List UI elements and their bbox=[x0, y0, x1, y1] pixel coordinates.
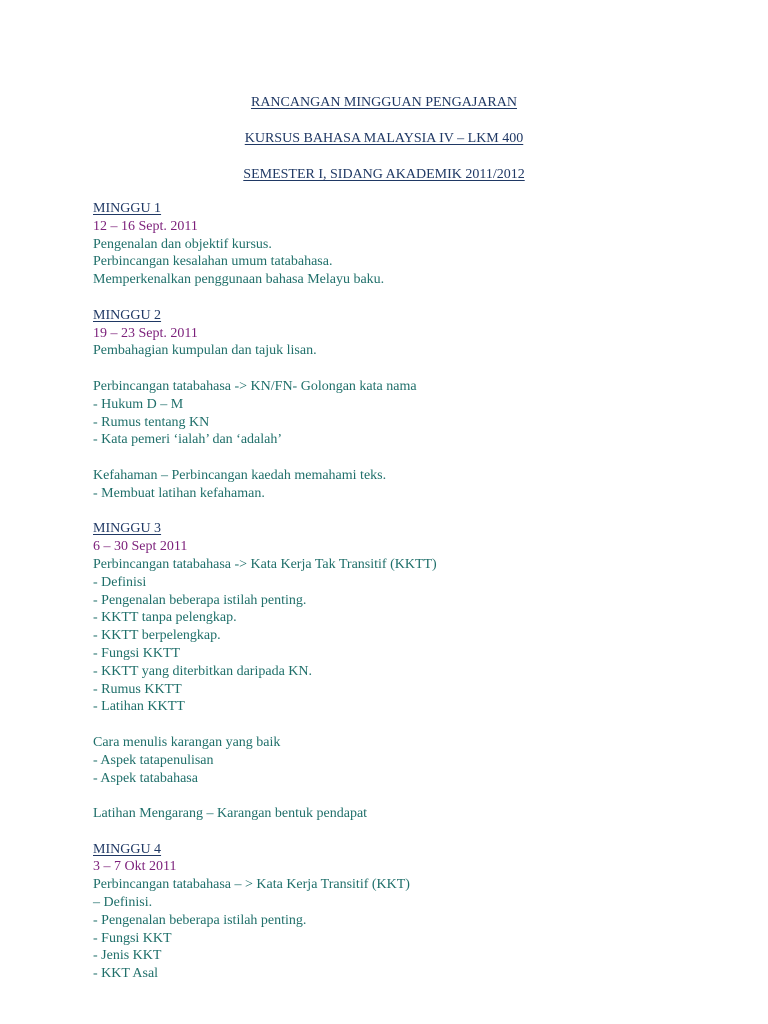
content-line: - Membuat latihan kefahaman. bbox=[93, 485, 265, 501]
week-block bbox=[93, 200, 733, 289]
content-line: - Aspek tatabahasa bbox=[93, 770, 198, 786]
content-line: Kefahaman – Perbincangan kaedah memahami teks. bbox=[93, 467, 387, 483]
content-line: Memperkenalkan penggunaan bahasa Melayu baku. bbox=[93, 272, 385, 288]
week-section bbox=[93, 378, 733, 449]
week-block bbox=[93, 520, 733, 823]
week-block bbox=[93, 307, 733, 503]
content-line: Perbincangan tatabahasa -> Kata Kerja Tak Transitif (KKTT) bbox=[93, 556, 437, 572]
content-line: Cara menulis karangan yang baik bbox=[93, 734, 281, 750]
week-section bbox=[93, 467, 733, 503]
content-line: - Jenis KKT bbox=[93, 948, 162, 964]
content-line: Perbincangan tatabahasa – > Kata Kerja Transitif (KKT) bbox=[93, 877, 410, 893]
content-line: - KKTT berpelengkap. bbox=[93, 628, 221, 644]
content-line: - KKT Asal bbox=[93, 966, 159, 982]
week-date: 19 – 23 Sept. 2011 bbox=[93, 325, 198, 341]
content-line: Perbincangan tatabahasa -> KN/FN- Golongan kata nama bbox=[93, 378, 417, 394]
week-section bbox=[93, 342, 733, 360]
document-header bbox=[0, 94, 768, 202]
content-line: Pembahagian kumpulan dan tajuk lisan. bbox=[93, 343, 317, 359]
content-line: – Definisi. bbox=[93, 895, 153, 911]
content-line: - KKTT yang diterbitkan daripada KN. bbox=[93, 663, 313, 679]
week-section bbox=[93, 734, 733, 787]
content-line: - Fungsi KKTT bbox=[93, 645, 181, 661]
content-line: - Rumus KKTT bbox=[93, 681, 182, 697]
week-section bbox=[93, 876, 733, 983]
content-line: - Hukum D – M bbox=[93, 396, 184, 412]
content-line: - Fungsi KKT bbox=[93, 930, 172, 946]
content-line: - KKTT tanpa pelengkap. bbox=[93, 610, 237, 626]
content-line: - Aspek tatapenulisan bbox=[93, 752, 214, 768]
week-section bbox=[93, 236, 733, 289]
week-title: MINGGU 3 bbox=[93, 521, 162, 537]
content-line: Perbincangan kesalahan umum tatabahasa. bbox=[93, 254, 333, 270]
content-line: - Pengenalan beberapa istilah penting. bbox=[93, 912, 307, 928]
week-date: 6 – 30 Sept 2011 bbox=[93, 539, 188, 555]
weekly-schedule bbox=[93, 200, 733, 1001]
course-title: KURSUS BAHASA MALAYSIA IV – LKM 400 bbox=[244, 131, 524, 146]
content-line: Pengenalan dan objektif kursus. bbox=[93, 236, 272, 252]
week-block bbox=[93, 841, 733, 983]
document-title: RANCANGAN MINGGUAN PENGAJARAN bbox=[250, 95, 517, 110]
semester-title: SEMESTER I, SIDANG AKADEMIK 2011/2012 bbox=[243, 167, 525, 182]
week-section bbox=[93, 556, 733, 716]
content-line: - Pengenalan beberapa istilah penting. bbox=[93, 592, 307, 608]
content-line: Latihan Mengarang – Karangan bentuk pendapat bbox=[93, 806, 368, 822]
content-line: - Latihan KKTT bbox=[93, 699, 185, 715]
week-date: 12 – 16 Sept. 2011 bbox=[93, 218, 198, 234]
content-line: - Rumus tentang KN bbox=[93, 414, 210, 430]
week-section bbox=[93, 805, 733, 823]
content-line: - Definisi bbox=[93, 574, 147, 590]
week-date: 3 – 7 Okt 2011 bbox=[93, 859, 177, 875]
week-title: MINGGU 2 bbox=[93, 307, 162, 323]
content-line: - Kata pemeri ‘ialah’ dan ‘adalah’ bbox=[93, 432, 283, 448]
week-title: MINGGU 4 bbox=[93, 841, 162, 857]
week-title: MINGGU 1 bbox=[93, 201, 162, 216]
